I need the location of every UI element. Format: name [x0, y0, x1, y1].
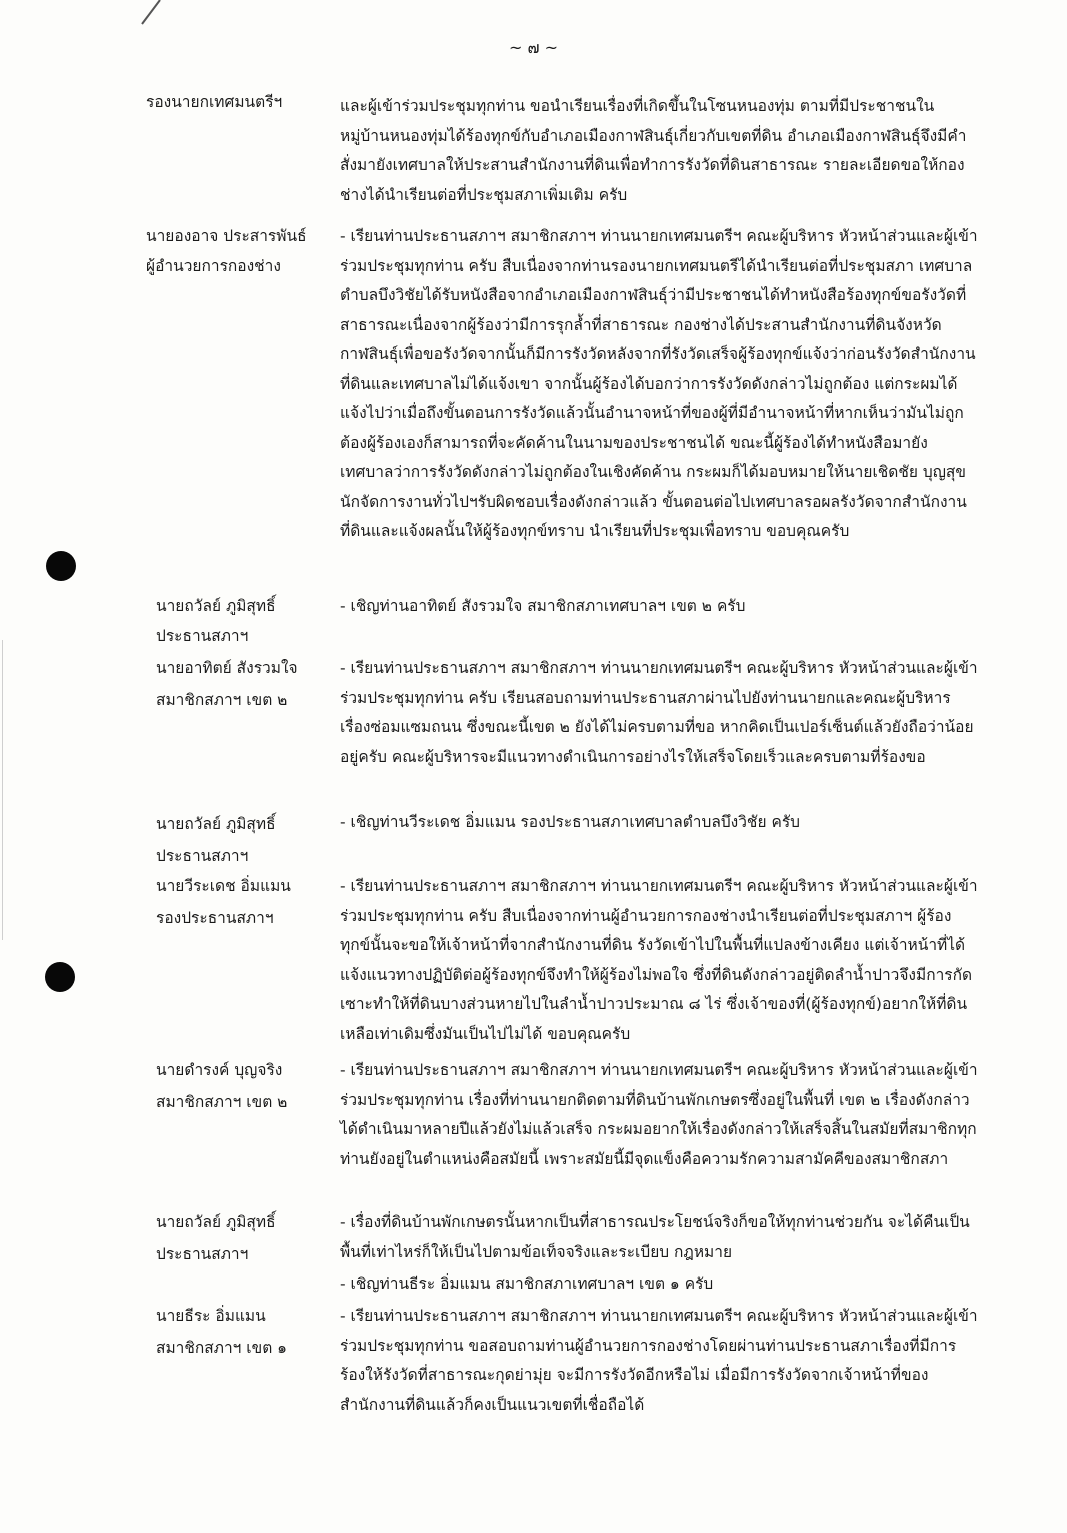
speaker-title: สมาชิกสภาฯ เขต ๒ [156, 691, 288, 709]
speaker-name: นายดำรงค์ บุญจริง [156, 1061, 283, 1079]
speech-text: และผู้เข้าร่วมประชุมทุกท่าน ขอนำเรียนเรื่องที่เกิดขึ้นในโซนหนองทุ่ม ตามที่มีประชาชนในหมู่บ้านหนองทุ่มได้ร้องทุกข์กับอำเภอเมืองกาฬสินธุ์เกี่ยวกับเขตที่ดิน อำเภอเมืองกาฬสินธุ์จึงมีคำสั่งมายังเทศบาลให้ประสานสำนักงานที่ดินเพื่อทำการรังวัดที่ดินสาธารณะ รายละเอียดขอให้กองช่างได้นำเรียนต่อที่ประชุมสภาเพิ่มเติม ครับ [340, 97, 967, 204]
punch-hole [46, 551, 76, 581]
punch-hole [45, 962, 75, 992]
page-number: ~ ๗ ~ [508, 38, 558, 57]
speaker-title: ประธานสภาฯ [156, 847, 249, 865]
speaker-name: นายถวัลย์ ภูมิสุทธิ์ [156, 597, 276, 615]
speaker-title: รองประธานสภาฯ [156, 909, 274, 927]
speaker-name: นายถวัลย์ ภูมิสุทธิ์ [156, 1213, 276, 1231]
speaker-title: ประธานสภาฯ [156, 627, 249, 645]
speaker-name: รองนายกเทศมนตรีฯ [146, 93, 283, 111]
speaker-name: นายวีระเดช อิ่มแมน [156, 877, 291, 895]
speaker-name: นายถวัลย์ ภูมิสุทธิ์ [156, 815, 276, 833]
scan-pen-mark [140, 0, 170, 26]
speaker-title: สมาชิกสภาฯ เขต ๑ [156, 1339, 288, 1357]
speaker-name: นายองอาจ ประสารพันธ์ [146, 227, 307, 245]
speaker-name: นายธีระ อิ่มแมน [156, 1307, 266, 1325]
speech-text: - เรียนท่านประธานสภาฯ สมาชิกสภาฯ ท่านนายกเทศมนตรีฯ คณะผู้บริหาร หัวหน้าส่วนและผู้เข้าร่วมประชุมทุกท่าน เรื่องที่ท่านนายกติดตามที่ดินบ้านพักเกษตรซึ่งอยู่ในพื้นที่ เขต ๒ เรื่องดังกล่าวได้ดำเนินมาหลายปีแล้วยังไม่แล้วเสร็จ กระผมอยากให้เรื่องดังกล่าวให้เสร็จสิ้นในสมัยที่สมาชิกทุกท่านยังอยู่ในตำแหน่งคือสมัยนี้ เพราะสมัยนี้มีจุดแข็งคือความรักความสามัคคีของสมาชิกสภา [340, 1061, 978, 1168]
speaker-title: ประธานสภาฯ [156, 1245, 249, 1263]
speech-text: - เรียนท่านประธานสภาฯ สมาชิกสภาฯ ท่านนายกเทศมนตรีฯ คณะผู้บริหาร หัวหน้าส่วนและผู้เข้าร่วมประชุมทุกท่าน ครับ สืบเนื่องจากท่านรองนายกเทศมนตรีได้นำเรียนต่อที่ประชุมสภา เทศบาลตำบลบึงวิชัยได้รับหนังสือจากอำเภอเมืองกาฬสินธุ์ว่ามีประชาชนได้ทำหนังสือร้องทุกข์ขอรังวัดที่สาธารณะเนื่องจากผู้ร้องว่ามีการรุกล้ำที่สาธารณะ กองช่างได้ประสานสำนักงานที่ดินจังหวัดกาฬสินธุ์เพื่อขอรังวัดจากนั้นก็มีการรังวัดหลังจากที่รังวัดเสร็จผู้ร้องทุกข์แจ้งว่าก่อนรังวัดสำนักงานที่ดินและเทศบาลไม่ได้แจ้งเขา จากนั้นผู้ร้องได้บอกว่าการรังวัดดังกล่าวไม่ถูกต้อง แต่กระผมได้แจ้งไปว่าเมื่อถึงขั้นตอนการรังวัดแล้วนั้นอำนาจหน้าที่ของผู้ที่มีอำนาจหน้าที่หากเห็นว่ามันไม่ถูกต้องผู้ร้องเองก็สามารถที่จะคัดค้านในนามของประชาชนได้ ขณะนี้ผู้ร้องได้ทำหนังสือมายังเทศบาลว่าการรังวัดดังกล่าวไม่ถูกต้องในเชิงคัดค้าน กระผมก็ได้มอบหมายให้นายเชิดชัย บุญสุข นักจัดการงานทั่วไปฯรับผิดชอบเรื่องดังกล่าวแล้ว ขั้นตอนต่อไปเทศบาลรอผลรังวัดจากสำนักงานที่ดินและแจ้งผลนั้นให้ผู้ร้องทุกข์ทราบ นำเรียนที่ประชุมเพื่อทราบ ขอบคุณครับ [340, 227, 978, 540]
speech-text: - เรียนท่านประธานสภาฯ สมาชิกสภาฯ ท่านนายกเทศมนตรีฯ คณะผู้บริหาร หัวหน้าส่วนและผู้เข้าร่วมประชุมทุกท่าน ครับ เรียนสอบถามท่านประธานสภาผ่านไปยังท่านนายกและคณะผู้บริหาร เรื่องซ่อมแซมถนน ซึ่งขณะนี้เขต ๒ ยังได้ไม่ครบตามที่ขอ หากคิดเป็นเปอร์เซ็นต์แล้วยังถือว่าน้อยอยู่ครับ คณะผู้บริหารจะมีแนวทางดำเนินการอย่างไรให้เสร็จโดยเร็วและครบตามที่ร้องขอ [340, 659, 978, 766]
speaker-title: ผู้อำนวยการกองช่าง [146, 257, 281, 275]
speech-text: - เรื่องที่ดินบ้านพักเกษตรนั้นหากเป็นที่สาธารณประโยชน์จริงก็ขอให้ทุกท่านช่วยกัน จะได้คืนเป็นพื้นที่เท่าไหร่ก็ให้เป็นไปตามข้อเท็จจริงและระเบียบ กฎหมาย [340, 1213, 970, 1261]
speaker-title: สมาชิกสภาฯ เขต ๒ [156, 1093, 288, 1111]
speaker-name: นายอาทิตย์ สังรวมใจ [156, 659, 298, 677]
speech-text: - เชิญท่านวีระเดช อิ่มแมน รองประธานสภาเทศบาลตำบลบึงวิชัย ครับ [340, 813, 800, 831]
scan-edge [2, 640, 3, 940]
speech-text: - เรียนท่านประธานสภาฯ สมาชิกสภาฯ ท่านนายกเทศมนตรีฯ คณะผู้บริหาร หัวหน้าส่วนและผู้เข้าร่วมประชุมทุกท่าน ขอสอบถามท่านผู้อำนวยการกองช่างโดยผ่านท่านประธานสภาเรื่องที่มีการร้องให้รังวัดที่สาธารณะกุดย่ามุ่ย จะมีการรังวัดอีกหรือไม่ เมื่อมีการรังวัดจากเจ้าหน้าที่ของสำนักงานที่ดินแล้วก็คงเป็นแนวเขตที่เชื่อถือได้ [340, 1307, 978, 1414]
speech-text: - เชิญท่านธีระ อิ่มแมน สมาชิกสภาเทศบาลฯ เขต ๑ ครับ [340, 1275, 714, 1293]
speech-text: - เชิญท่านอาทิตย์ สังรวมใจ สมาชิกสภาเทศบาลฯ เขต ๒ ครับ [340, 597, 746, 615]
speech-text: - เรียนท่านประธานสภาฯ สมาชิกสภาฯ ท่านนายกเทศมนตรีฯ คณะผู้บริหาร หัวหน้าส่วนและผู้เข้าร่วมประชุมทุกท่าน ครับ สืบเนื่องจากท่านผู้อำนวยการกองช่างนำเรียนต่อที่ประชุมสภาฯ ผู้ร้องทุกข์นั้นจะขอให้เจ้าหน้าที่จากสำนักงานที่ดิน รังวัดเข้าไปในพื้นที่แปลงข้างเคียง แต่เจ้าหน้าที่ได้แจ้งแนวทางปฏิบัติต่อผู้ร้องทุกข์จึงทำให้ผู้ร้องไม่พอใจ ซึ่งที่ดินดังกล่าวอยู่ติดลำน้ำปาวจึงมีการกัดเซาะทำให้ที่ดินบางส่วนหายไปในลำน้ำปาวประมาณ ๘ ไร่ ซึ่งเจ้าของที่(ผู้ร้องทุกข์)อยากให้ที่ดินเหลือเท่าเดิมซึ่งมันเป็นไปไม่ได้ ขอบคุณครับ [340, 877, 978, 1043]
